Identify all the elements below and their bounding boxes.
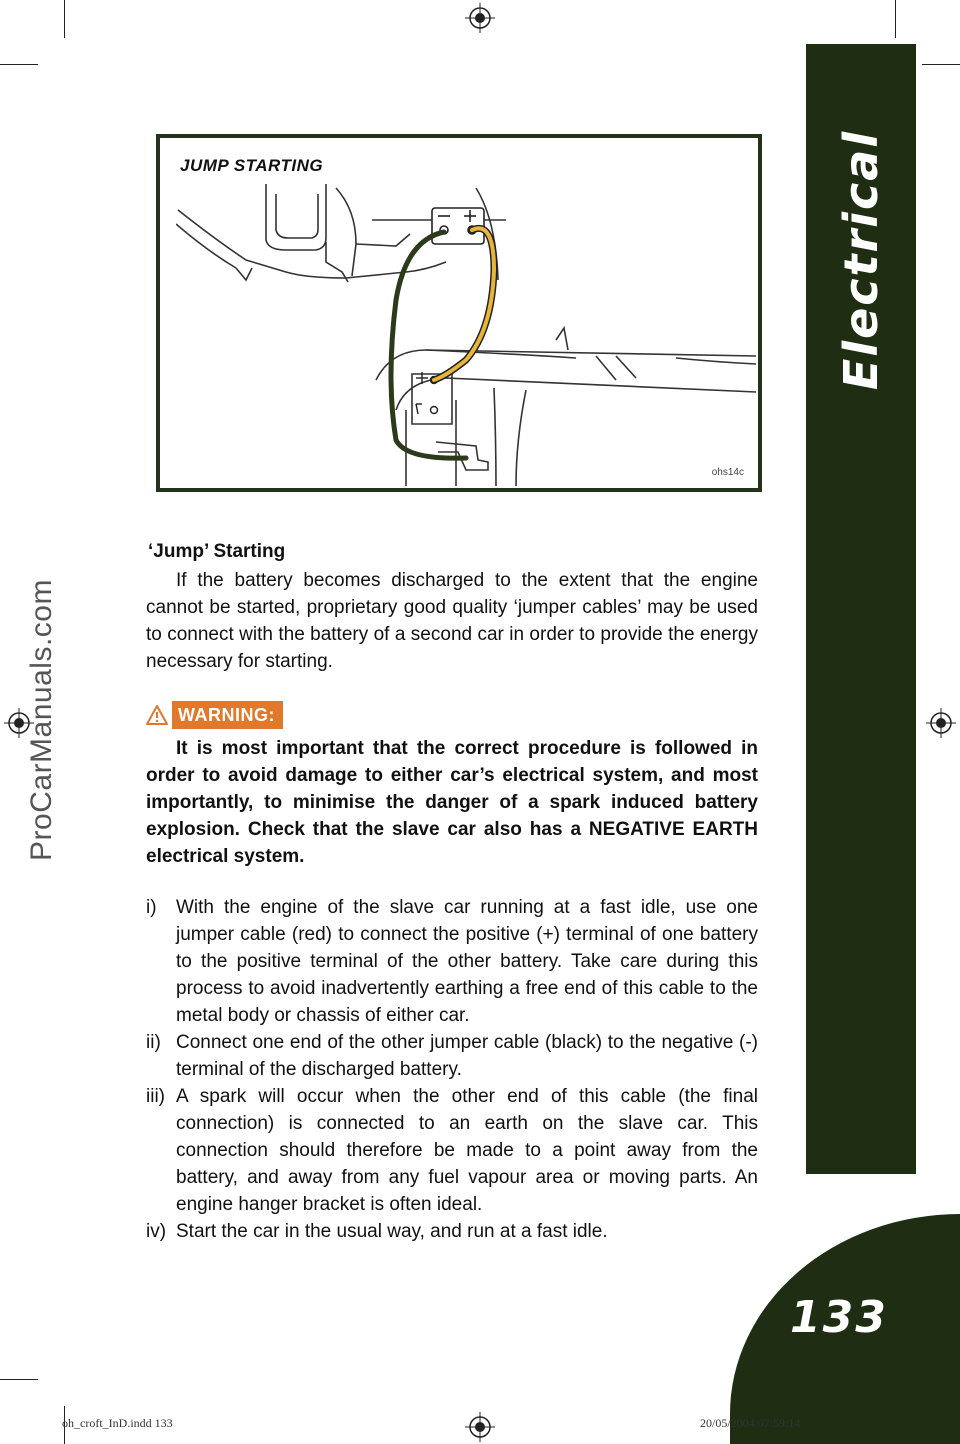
step-number: iv)	[146, 1221, 167, 1242]
footer-file-slug: oh_croft_InD.indd 133	[62, 1416, 173, 1430]
main-content	[146, 538, 758, 1245]
list-item	[146, 1029, 758, 1083]
section-heading: ‘Jump’ Starting	[148, 541, 286, 562]
list-item	[146, 894, 758, 1029]
registration-mark-icon	[465, 1412, 495, 1442]
steps-list	[146, 894, 758, 1245]
step-text: With the engine of the slave car running at a fast idle, use one jumper cable (red) to connect the positive (+) terminal of one battery to the positive terminal of the other battery. Take care during this process to avoid inadvertently earthing a free end of this cable to the metal body or chassis of either car.	[176, 897, 758, 1026]
watermark: ProCarManuals.com	[25, 579, 58, 861]
step-number: ii)	[146, 1032, 161, 1053]
section-title: Electrical	[834, 129, 888, 391]
step-number: i)	[146, 897, 157, 918]
footer-timestamp: 20/05/2004 07:59:14	[700, 1416, 801, 1430]
step-text: Start the car in the usual way, and run at a fast idle.	[176, 1221, 608, 1242]
step-text: A spark will occur when the other end of this cable (the final connection) is connected to an earth on the slave car. This connection should therefore be made to a point away from the battery, and away from any fuel vapour area or moving parts. An engine hanger bracket is often ideal.	[176, 1086, 758, 1215]
figure-title: JUMP STARTING	[180, 156, 324, 175]
crop-mark	[895, 0, 896, 38]
list-item	[146, 1218, 758, 1245]
step-number: iii)	[146, 1086, 165, 1107]
warning-label	[146, 701, 283, 729]
warning-text: It is most important that the correct procedure is followed in order to avoid damage to either car’s electrical system, and most importantly, to minimise the danger of a spark induced battery explosion. Check that the slave car also has a NEGATIVE EARTH electrical system.	[146, 738, 758, 867]
registration-mark-icon	[926, 708, 956, 738]
crop-mark	[0, 1379, 38, 1380]
crop-mark	[0, 64, 38, 65]
figure-reference: ohs14c	[711, 467, 744, 478]
step-text: Connect one end of the other jumper cable (black) to the negative (-) terminal of the discharged battery.	[176, 1032, 758, 1080]
warning-triangle-icon	[146, 705, 168, 725]
page-number: 133	[790, 1292, 888, 1343]
crop-mark	[64, 0, 65, 38]
warning-badge: WARNING:	[172, 701, 283, 729]
jump-starting-diagram	[176, 180, 756, 486]
intro-paragraph: If the battery becomes discharged to the extent that the engine cannot be started, proprietary good quality ‘jumper cables’ may be used to connect with the battery of a second car in order to provide the energy necessary for starting.	[146, 570, 758, 672]
crop-mark	[922, 64, 960, 65]
list-item	[146, 1083, 758, 1218]
jump-starting-figure	[156, 134, 762, 492]
registration-mark-icon	[465, 3, 495, 33]
